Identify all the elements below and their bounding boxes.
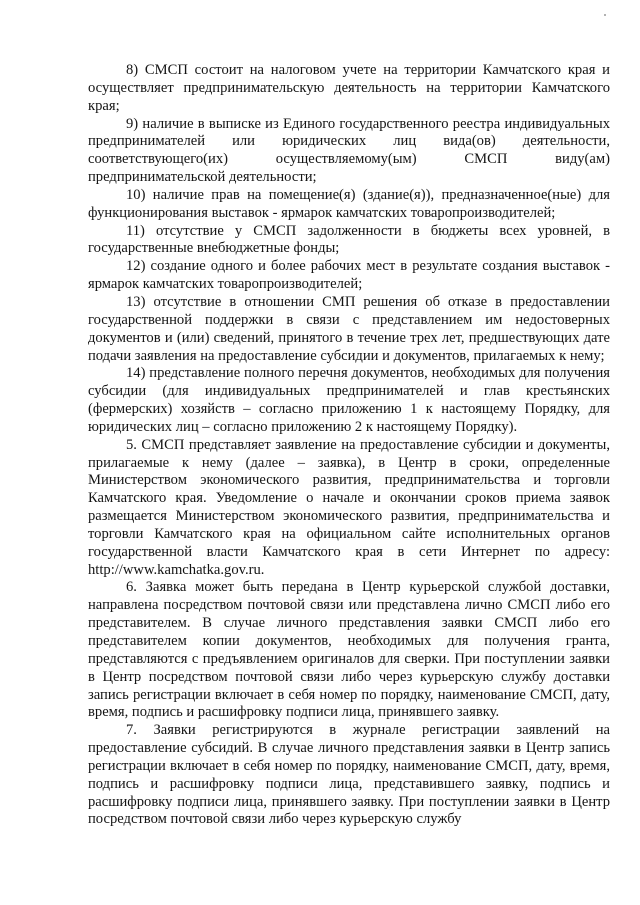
paragraph-clause-5: 5. СМСП представляет заявление на предоставление субсидии и документы, прилагаемые к нему (далее – заявка), в Центр в сроки, определенные Министерством экономического развития, предпринимательства и торговли Камчатского края. Уведомление о начале и окончании сроков приема заявок размещается Министерством экономического развития, предпринимательства и торговли Камчатского края на официальном сайте исполнительных органов государственной власти Камчатского края в сети Интернет по адресу: http://www.kamchatka.gov.ru. [88,436,610,578]
paragraph-clause-6: 6. Заявка может быть передана в Центр курьерской службой доставки, направлена посредством почтовой связи или представлена лично СМСП либо его представителем. В случае личного представления заявки СМСП либо его представителем копии документов, необходимых для получения гранта, представляются с предъявлением оригиналов для сверки. При поступлении заявки в Центр посредством почтовой связи либо через курьерскую службу доставки запись регистрации включает в себя номер по порядку, наименование СМСП, дату, время, подпись и расшифровку подписи лица, принявшего заявку. [88,579,610,721]
paragraph-item-8: 8) СМСП состоит на налоговом учете на территории Камчатского края и осуществляет предпринимательскую деятельность на территории Камчатского края; [88,62,610,114]
paragraph-item-10: 10) наличие прав на помещение(я) (здание(я)), предназначенное(ные) для функционирования выставок - ярмарок камчатских товаропроизводителей; [88,186,610,221]
paragraph-item-13: 13) отсутствие в отношении СМП решения об отказе в предоставлении государственной поддержки в связи с представлением им недостоверных документов и (или) сведений, принятого в течение трех лет, предшествующих дате подачи заявления на предоставление субсидии и документов, прилагаемых к нему; [88,293,610,364]
paragraph-item-11: 11) отсутствие у СМСП задолженности в бюджеты всех уровней, в государственные внебюджетные фонды; [88,222,610,257]
paragraph-item-14: 14) представление полного перечня документов, необходимых для получения субсидии (для индивидуальных предпринимателей и глав крестьянских (фермерских) хозяйств – согласно приложению 1 к настоящему Порядку, для юридических лиц – согласно приложению 2 к настоящему Порядку). [88,365,610,435]
document-body [88,62,610,829]
paragraph-item-12: 12) создание одного и более рабочих мест в результате создания выставок - ярмарок камчатских товаропроизводителей; [88,258,610,293]
paragraph-clause-7: 7. Заявки регистрируются в журнале регистрации заявлений на предоставление субсидий. В случае личного представления заявки в Центр запись регистрации включает в себя номер по порядку, наименование СМСП, дату, время, подпись и расшифровку подписи лица, представившего заявку, подпись и расшифровку подписи лица, принявшего заявку. При поступлении заявки в Центр посредством почтовой связи либо через курьерскую службу [88,722,610,828]
scan-speck [604,14,606,16]
paragraph-item-9: 9) наличие в выписке из Единого государственного реестра индивидуальных предпринимателей или юридических лиц вида(ов) деятельности, соответствующего(их) осуществляемому(ым) СМСП виду(ам) предпринимательской деятельности; [88,115,610,186]
